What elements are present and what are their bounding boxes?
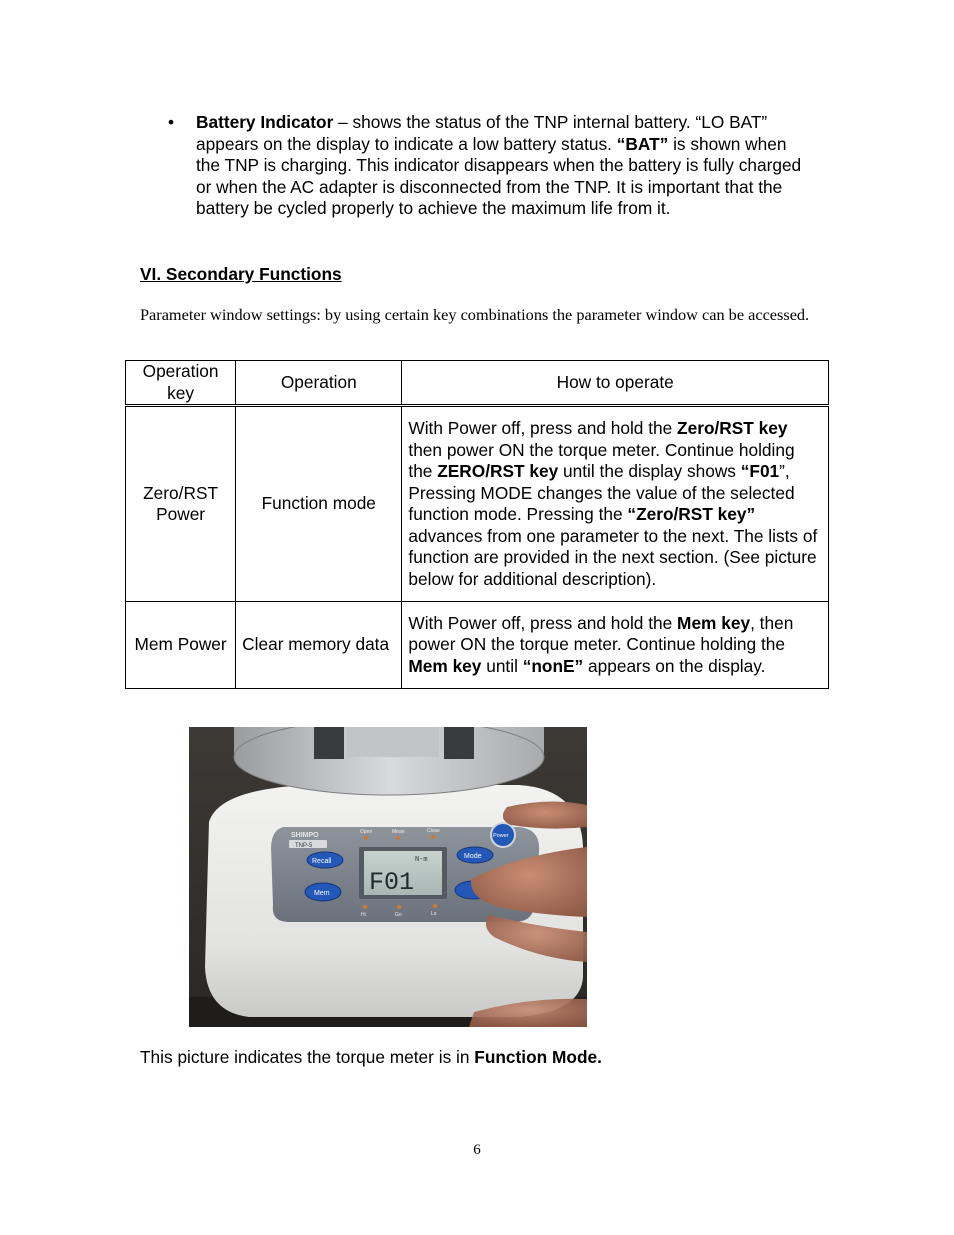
how-text: ”, Pressing MODE changes the value of the selected function mode. Pressing the: [408, 461, 795, 524]
page-number: 6: [473, 1142, 481, 1158]
table-row: [126, 602, 829, 689]
how-bold: Mem key: [677, 612, 751, 633]
lamp-icon: [431, 835, 435, 839]
table-header-row: [126, 361, 829, 406]
cell-how-to-operate: [402, 602, 829, 689]
torque-meter-photo: [189, 727, 587, 1027]
photo-caption: [140, 1047, 602, 1068]
cell-operation-key: Zero/RST Power: [126, 406, 236, 602]
how-text: then power ON the torque meter. Continue holding the: [408, 439, 795, 481]
cell-operation: Clear memory data: [236, 602, 402, 689]
cell-how-to-operate: [402, 406, 829, 602]
indicator-label: Go: [395, 912, 402, 918]
lamp-icon: [397, 905, 401, 909]
indicator-label: Close: [427, 828, 440, 834]
how-bold: Mem key: [408, 655, 482, 676]
bat-label: “BAT”: [616, 133, 669, 154]
how-text: appears on the display.: [583, 655, 766, 676]
how-text: , then power ON the torque meter. Continue holding the: [408, 612, 794, 655]
battery-indicator-bullet: [168, 112, 808, 220]
section-heading: VI. Secondary Functions: [140, 264, 342, 284]
brand-label: SHIMPO: [291, 832, 319, 839]
lamp-icon: [433, 904, 437, 908]
mem-button-label: Mem: [314, 890, 330, 897]
how-bold: Zero/RST key: [677, 418, 788, 438]
how-text: advances from one parameter to the next. The lists of function are provided in the next section. (See picture below for additional description).: [408, 525, 818, 589]
bullet-text-part: – shows the status of the TNP internal battery. “LO BAT” appears on the display to indicate a low battery status.: [196, 112, 768, 154]
bullet-text: [196, 112, 808, 220]
lamp-icon: [364, 836, 368, 840]
header-operation-key: Operation key: [126, 361, 236, 406]
header-operation: Operation: [236, 361, 402, 406]
bullet-term: Battery Indicator: [196, 112, 334, 132]
secondary-functions-table: [125, 360, 829, 689]
indicator-label: Open: [360, 829, 373, 835]
how-text: until: [481, 655, 523, 676]
caption-bold: Function Mode.: [474, 1047, 602, 1067]
lcd-unit: N-m: [415, 856, 428, 864]
how-bold: “Zero/RST key”: [627, 504, 756, 524]
lamp-icon: [363, 905, 367, 909]
power-button[interactable]: [491, 823, 515, 847]
how-bold: “nonE”: [522, 655, 584, 676]
header-how-to-operate: How to operate: [402, 361, 829, 406]
model-label: TNP-5: [295, 843, 313, 849]
caption-text: This picture indicates the torque meter is in: [140, 1047, 475, 1067]
param-intro: Parameter window settings: by using certain key combinations the parameter window can be accessed.: [140, 305, 810, 324]
indicator-label: Lo: [431, 911, 437, 917]
recall-button-label: Recall: [312, 858, 332, 865]
indicator-label: Hi: [361, 912, 366, 918]
bullet-dot: •: [168, 112, 175, 132]
mode-button-label: Mode: [464, 853, 482, 860]
how-bold: “F01: [740, 461, 780, 481]
cell-operation: Function mode: [236, 406, 402, 602]
mem-button[interactable]: [305, 883, 341, 901]
mode-button[interactable]: [457, 847, 493, 863]
indicator-label: Mean: [392, 829, 405, 835]
how-bold: ZERO/RST key: [437, 461, 559, 481]
how-text: until the display shows: [558, 461, 741, 481]
lcd-main-readout: F01: [369, 868, 415, 897]
recall-button[interactable]: [307, 852, 343, 868]
how-text: With Power off, press and hold the: [408, 418, 678, 438]
power-button-label: Power: [493, 833, 509, 839]
bullet-text-part: is shown when the TNP is charging. This indicator disappears when the battery is fully charged or when the AC adapter is disconnected from the TNP. It is important that the battery be cycled properly to achieve the maximum life from it.: [196, 133, 802, 219]
cell-operation-key: Mem Power: [126, 602, 236, 689]
table-row: [126, 406, 829, 602]
lamp-icon: [396, 836, 400, 840]
how-text: With Power off, press and hold the: [408, 612, 678, 633]
torque-meter-illustration: [189, 727, 587, 1027]
